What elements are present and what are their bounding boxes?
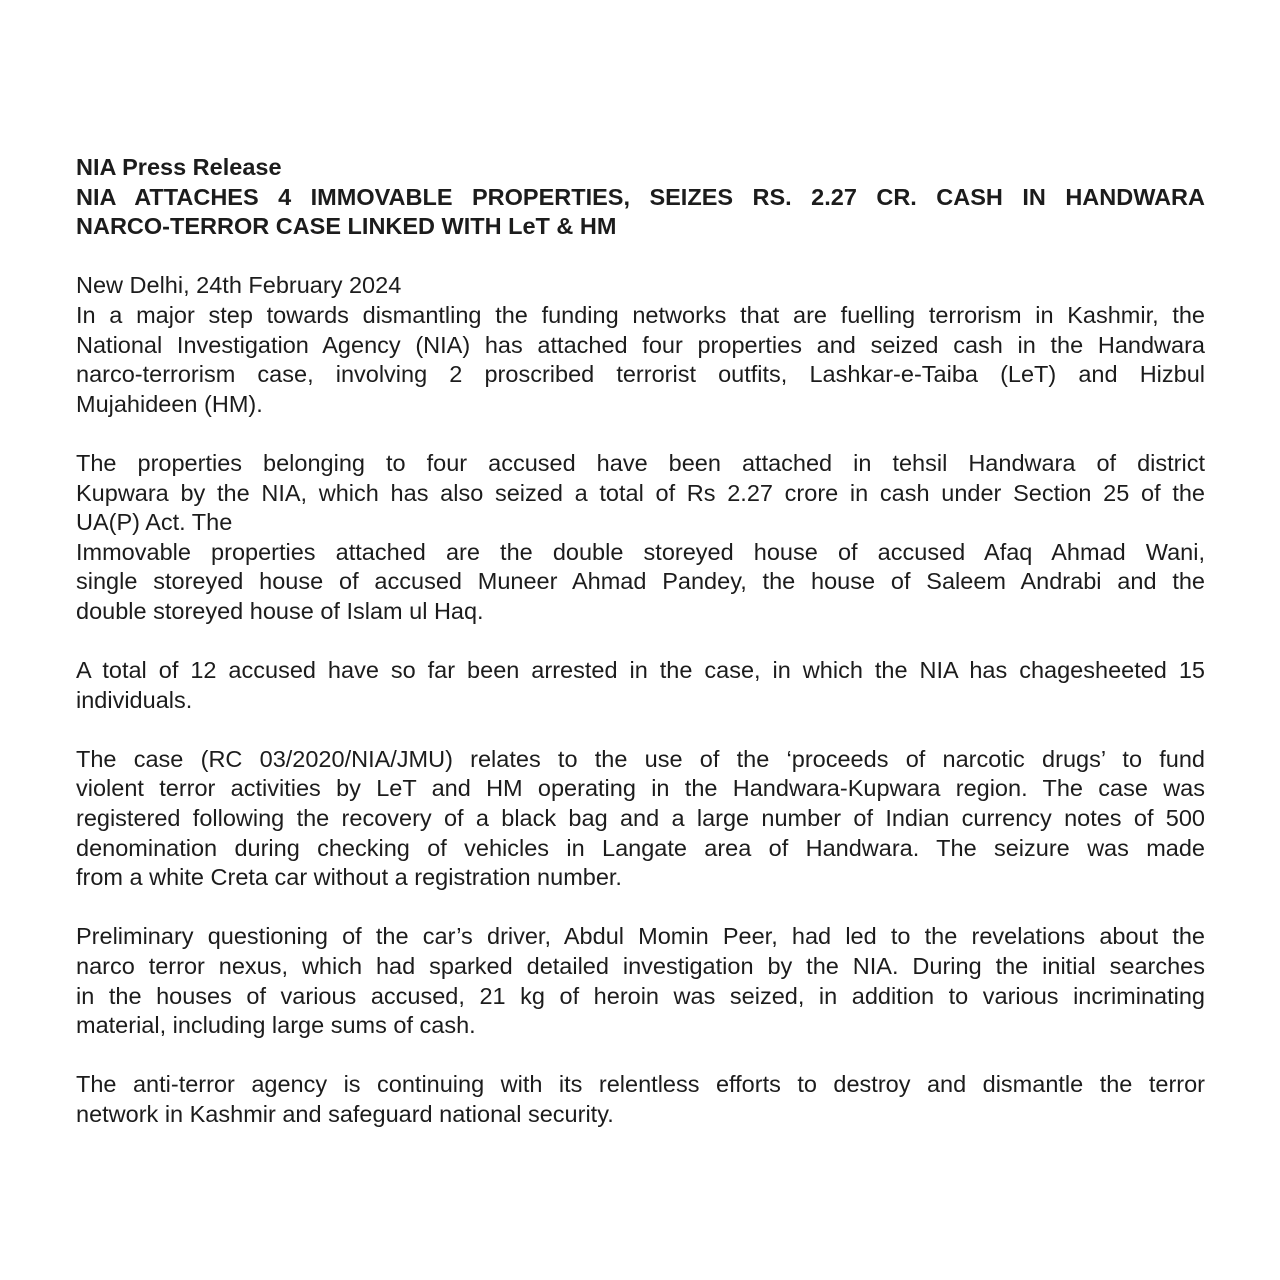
paragraph-6: [76, 1070, 1205, 1129]
press-release-header: [76, 153, 1205, 242]
paragraph-line: double storeyed house of Islam ul Haq.: [76, 597, 484, 624]
dateline: New Delhi, 24th February 2024: [76, 272, 402, 299]
paragraph-line: Immovable properties attached are the double storeyed house of accused Afaq Ahmad Wani,: [76, 538, 1205, 565]
paragraph-5: [76, 922, 1205, 1040]
paragraph-line: denomination during checking of vehicles in Langate area of Handwara. The seizure was made: [76, 834, 1205, 861]
release-label: NIA Press Release: [76, 154, 282, 180]
paragraph-line: narco-terrorism case, involving 2 proscribed terrorist outfits, Lashkar-e-Taiba (LeT) and Hizbul: [76, 361, 1205, 388]
paragraph-2: [76, 449, 1205, 627]
paragraph-1: [76, 301, 1205, 419]
paragraph-line: Kupwara by the NIA, which has also seized a total of Rs 2.27 crore in cash under Section 25 of the: [76, 479, 1205, 506]
paragraph-line: Preliminary questioning of the car’s driver, Abdul Momin Peer, had led to the revelations about the: [76, 923, 1205, 950]
paragraph-line: In a major step towards dismantling the funding networks that are fuelling terrorism in Kashmir, the: [76, 301, 1205, 328]
body-paragraphs: [76, 301, 1205, 1130]
paragraph-line: single storeyed house of accused Muneer Ahmad Pandey, the house of Saleem Andrabi and the: [76, 568, 1205, 595]
paragraph-line: The properties belonging to four accused have been attached in tehsil Handwara of district: [76, 449, 1205, 476]
paragraph-3: [76, 656, 1205, 715]
paragraph-line: registered following the recovery of a black bag and a large number of Indian currency notes of 500: [76, 805, 1205, 832]
paragraph-spacer: [76, 893, 1205, 923]
paragraph-line: Mujahideen (HM).: [76, 390, 263, 417]
spacer: [76, 242, 1205, 272]
paragraph-4: [76, 745, 1205, 893]
paragraph-line: National Investigation Agency (NIA) has attached four properties and seized cash in the Handwara: [76, 331, 1205, 358]
release-title: [76, 183, 1205, 242]
release-title-line-1: NIA ATTACHES 4 IMMOVABLE PROPERTIES, SEIZES RS. 2.27 CR. CASH IN HANDWARA: [76, 183, 1205, 210]
paragraph-spacer: [76, 419, 1205, 449]
paragraph-line: network in Kashmir and safeguard national security.: [76, 1101, 614, 1127]
paragraph-line: violent terror activities by LeT and HM operating in the Handwara-Kupwara region. The case was: [76, 775, 1205, 802]
paragraph-spacer: [76, 1041, 1205, 1071]
paragraph-line: The anti-terror agency is continuing with its relentless efforts to destroy and dismantle the terror: [76, 1071, 1205, 1098]
paragraph-line: A total of 12 accused have so far been arrested in the case, in which the NIA has chagesheeted 15: [76, 657, 1205, 684]
paragraph-line: UA(P) Act. The: [76, 509, 233, 536]
paragraph-line: material, including large sums of cash.: [76, 1012, 476, 1039]
paragraph-spacer: [76, 627, 1205, 657]
paragraph-line: individuals.: [76, 686, 193, 713]
paragraph-line: from a white Creta car without a registration number.: [76, 864, 622, 891]
paragraph-line: The case (RC 03/2020/NIA/JMU) relates to the use of the ‘proceeds of narcotic drugs’ to fund: [76, 745, 1205, 772]
press-release-document: [76, 153, 1205, 1130]
paragraph-line: in the houses of various accused, 21 kg of heroin was seized, in addition to various incriminating: [76, 982, 1205, 1009]
paragraph-line: narco terror nexus, which had sparked detailed investigation by the NIA. During the initial searches: [76, 953, 1205, 980]
paragraph-spacer: [76, 715, 1205, 745]
release-title-line-2: NARCO-TERROR CASE LINKED WITH LeT & HM: [76, 213, 617, 240]
